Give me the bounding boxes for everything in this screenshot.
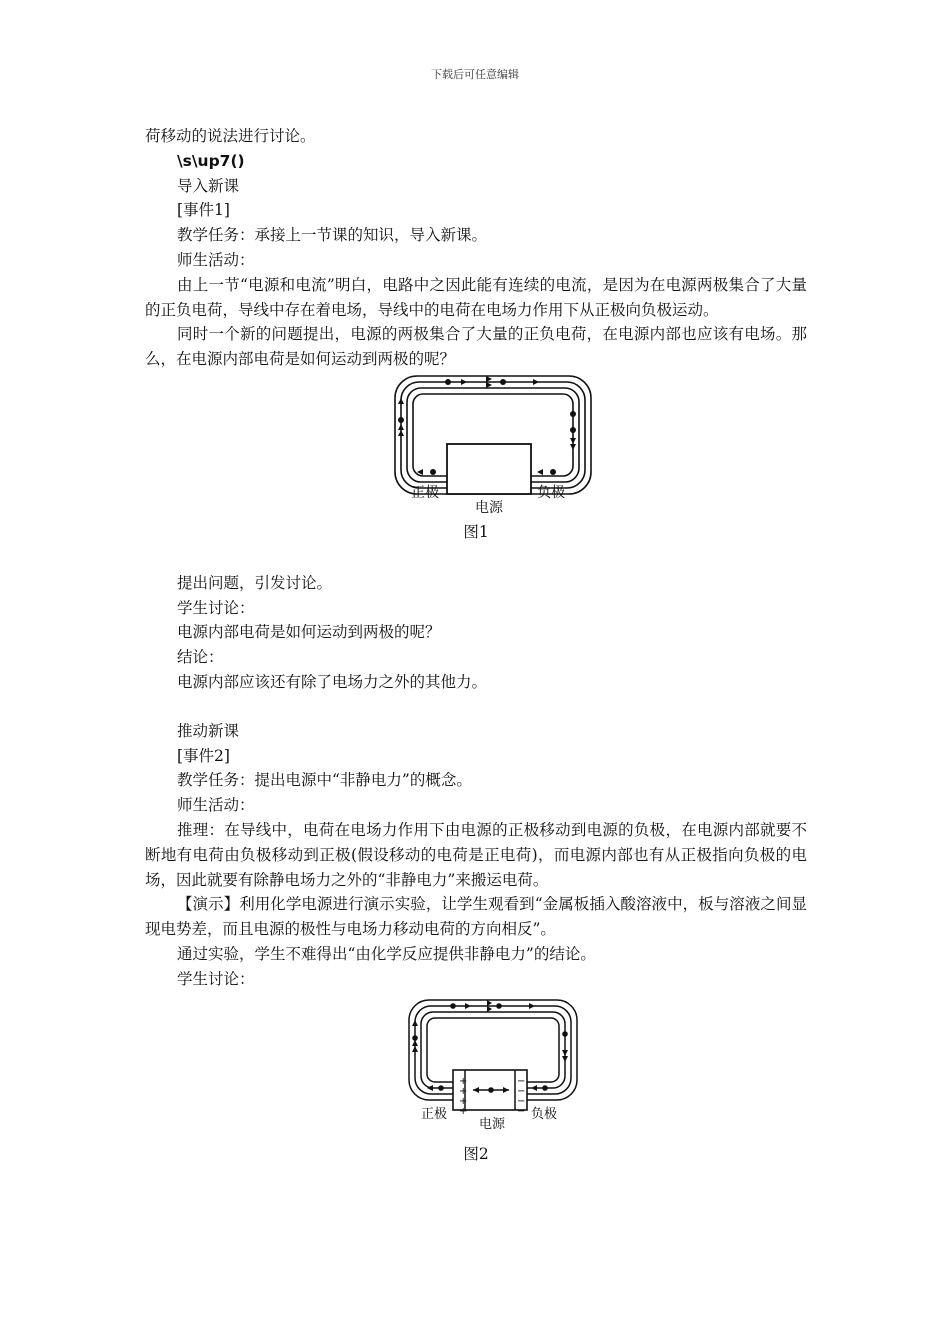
paragraph: 师生活动： bbox=[177, 250, 255, 269]
paragraph: 电源内部电荷是如何运动到两极的呢？ bbox=[177, 623, 441, 642]
negative-pole-label: 负极 bbox=[531, 1106, 558, 1122]
section-heading: 推动新课 bbox=[177, 721, 240, 740]
event-label: [事件2] bbox=[177, 746, 230, 765]
paragraph: 结论： bbox=[177, 648, 224, 667]
svg-text:−: − bbox=[517, 1085, 526, 1097]
paragraph: 推理：在导线中，电荷在电场力作用下由电源的正极移动到电源的负极，在电源内部就要不断地有电荷由负极移动到正极(假设移动的电荷是正电荷)，而电源内部也有从正极指向负极的电场，因此就要有除静电场力之外的“非静电力”来搬运电荷。 bbox=[145, 820, 807, 889]
paragraph: 教学任务：承接上一节课的知识，导入新课。 bbox=[177, 226, 488, 245]
paragraph: 师生活动： bbox=[177, 796, 255, 815]
svg-text:+: + bbox=[459, 1105, 468, 1117]
paragraph: 同时一个新的问题提出，电源的两极集合了大量的正负电荷，在电源内部也应该有电场。那么，在电源内部电荷是如何运动到两极的呢？ bbox=[145, 325, 807, 369]
svg-text:+: + bbox=[459, 1085, 468, 1097]
page-header: 下载后可任意编辑 bbox=[431, 68, 519, 81]
paragraph: 电源内部应该还有除了电场力之外的其他力。 bbox=[177, 672, 488, 691]
circuit-diagram-2 bbox=[145, 998, 807, 1134]
circuit-diagram-1 bbox=[145, 372, 807, 518]
field-code-text: \s\up7() bbox=[177, 151, 245, 170]
svg-text:−: − bbox=[517, 1095, 526, 1107]
document-body bbox=[145, 124, 807, 1166]
paragraph: 教学任务：提出电源中“非静电力”的概念。 bbox=[177, 771, 472, 790]
svg-text:+: + bbox=[459, 1075, 468, 1087]
paragraph: 学生讨论： bbox=[177, 598, 255, 617]
power-source-label: 电源 bbox=[475, 499, 503, 516]
figure-1 bbox=[145, 372, 807, 518]
paragraph: 提出问题，引发讨论。 bbox=[177, 573, 333, 592]
figure-2-caption: 图2 bbox=[463, 1144, 489, 1163]
paragraph: 【演示】利用化学电源进行演示实验，让学生观看到“金属板插入酸溶液中，板与溶液之间显现电势差，而且电源的极性与电场力移动电荷的方向相反”。 bbox=[145, 895, 807, 939]
minus-signs bbox=[517, 1076, 525, 1117]
section-heading: 导入新课 bbox=[177, 176, 240, 195]
positive-pole-label: 正极 bbox=[421, 1106, 448, 1122]
event-label: [事件1] bbox=[177, 201, 230, 220]
paragraph: 由上一节“电源和电流”明白，电路中之因此能有连续的电流，是因为在电源两极集合了大量的正负电荷，导线中存在着电场，导线中的电荷在电场力作用下从正极向负极运动。 bbox=[145, 275, 807, 319]
svg-text:−: − bbox=[517, 1105, 526, 1117]
figure-1-caption: 图1 bbox=[463, 522, 489, 541]
power-source-label: 电源 bbox=[479, 1116, 506, 1132]
figure-2 bbox=[145, 998, 807, 1134]
paragraph: 学生讨论： bbox=[177, 969, 255, 988]
positive-pole-label: 正极 bbox=[411, 484, 439, 501]
negative-pole-label: 负极 bbox=[537, 484, 565, 501]
paragraph: 通过实验，学生不难得出“由化学反应提供非静电力”的结论。 bbox=[177, 944, 596, 963]
plus-signs bbox=[459, 1076, 467, 1117]
paragraph: 荷移动的说法进行讨论。 bbox=[145, 127, 316, 145]
svg-text:+: + bbox=[459, 1095, 468, 1107]
svg-text:−: − bbox=[517, 1075, 526, 1087]
